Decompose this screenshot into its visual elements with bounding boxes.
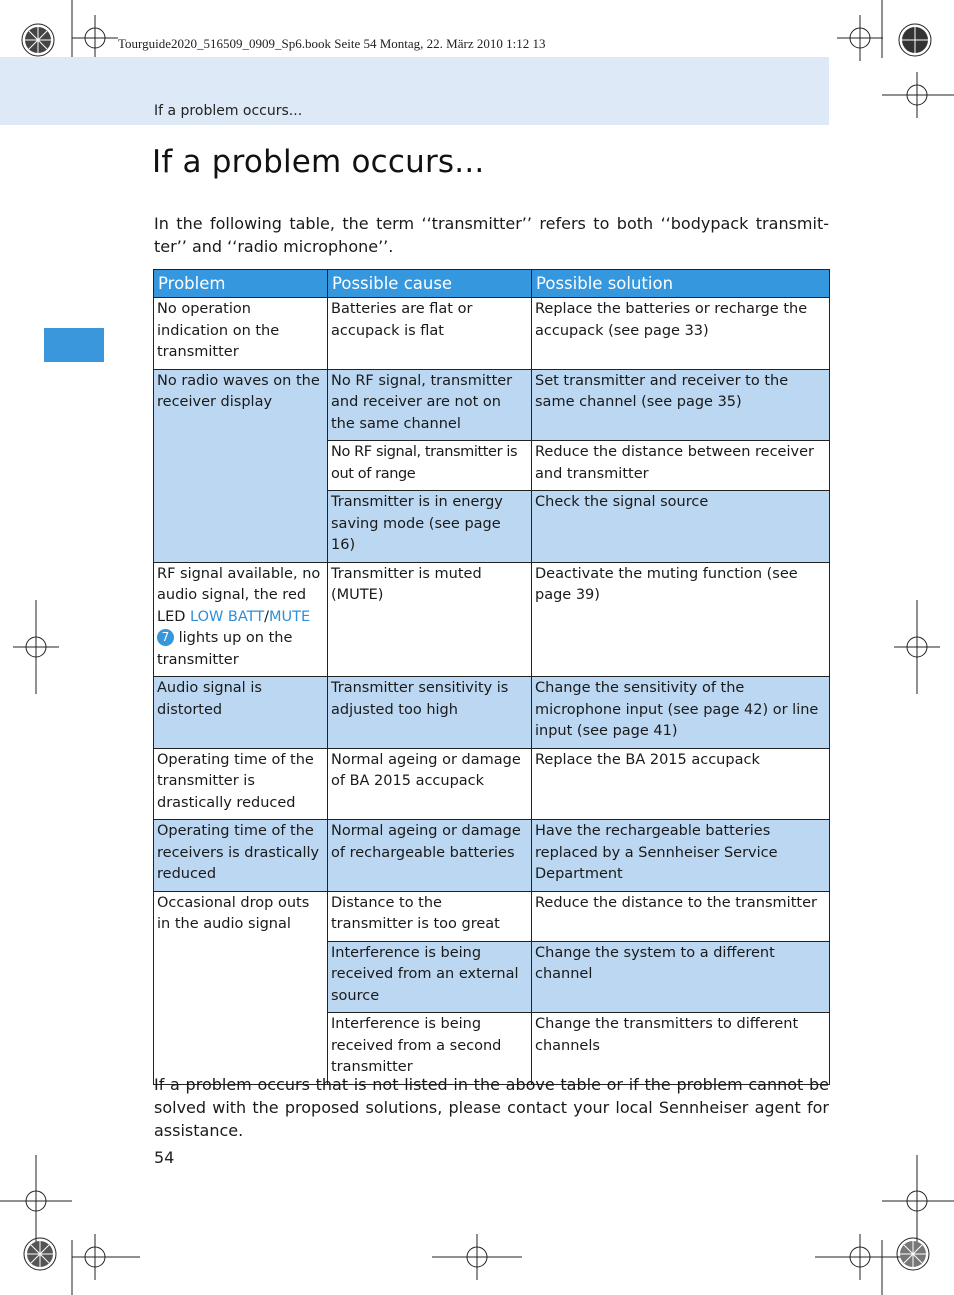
print-info: Tourguide2020_516509_0909_Sp6.book Seite 54 Montag, 22. März 2010 1:12 13	[118, 36, 546, 51]
table-row	[154, 820, 830, 892]
problem-cell: RF signal available, no audio signal, the red LED LOW BATT/MUTE 7 lights up on the transmitter	[154, 562, 328, 677]
solution-cell: Replace the batteries or recharge the accupack (see page 33)	[532, 298, 830, 370]
solution-cell: Have the rechargeable batteries replaced by a Sennheiser Service Department	[532, 820, 830, 892]
cause-cell: Normal ageing or damage of rechargeable batteries	[328, 820, 532, 892]
cause-cell: Normal ageing or damage of BA 2015 accupack	[328, 748, 532, 820]
header-solution: Possible solution	[532, 270, 830, 298]
intro-paragraph: In the following table, the term ‘‘transmitter’’ refers to both ‘‘bodypack transmit-ter’’ and ‘‘radio microphone’’.	[154, 214, 829, 256]
table-header-row	[154, 270, 830, 298]
cause-cell: Transmitter is muted (MUTE)	[328, 562, 532, 677]
item-number-badge: 7	[157, 629, 174, 646]
cause-cell: Batteries are flat or accupack is flat	[328, 298, 532, 370]
table-row	[154, 677, 830, 749]
problem-cell: Operating time of the transmitter is drastically reduced	[154, 748, 328, 820]
table-row	[154, 369, 830, 441]
problem-cell: No operation indication on the transmitter	[154, 298, 328, 370]
troubleshooting-table	[153, 269, 830, 1085]
header-cause: Possible cause	[328, 270, 532, 298]
cause-cell: Transmitter sensitivity is adjusted too high	[328, 677, 532, 749]
cause-cell: No RF signal, transmitter is out of range	[328, 441, 532, 491]
solution-cell: Change the system to a different channel	[532, 941, 830, 1013]
problem-cell: No radio waves on the receiver display	[154, 369, 328, 562]
solution-cell: Check the signal source	[532, 491, 830, 563]
solution-cell: Reduce the distance between receiver and transmitter	[532, 441, 830, 491]
solution-cell: Change the transmitters to different channels	[532, 1013, 830, 1085]
cause-cell: Interference is being received from a second transmitter	[328, 1013, 532, 1085]
cause-cell: Interference is being received from an external source	[328, 941, 532, 1013]
solution-cell: Change the sensitivity of the microphone input (see page 42) or line input (see page 41)	[532, 677, 830, 749]
led-low-batt-label: LOW BATT	[190, 608, 265, 625]
header-band	[0, 57, 829, 125]
running-head: If a problem occurs...	[154, 103, 303, 119]
outro-paragraph: If a problem occurs that is not listed in the above table or if the problem cannot be solved with the proposed solutions, please contact your local Sennheiser agent for assistance.	[154, 1075, 829, 1140]
cause-cell: Distance to the transmitter is too great	[328, 891, 532, 941]
problem-cell: Audio signal is distorted	[154, 677, 328, 749]
cause-cell: No RF signal, transmitter and receiver are not on the same channel	[328, 369, 532, 441]
table-row	[154, 748, 830, 820]
problem-cell: Operating time of the receivers is drastically reduced	[154, 820, 328, 892]
table-row	[154, 298, 830, 370]
solution-cell: Reduce the distance to the transmitter	[532, 891, 830, 941]
chapter-tab	[44, 328, 104, 362]
page-number: 54	[154, 1148, 175, 1167]
cause-cell: Transmitter is in energy saving mode (see page 16)	[328, 491, 532, 563]
table-row	[154, 562, 830, 677]
page-title: If a problem occurs...	[152, 144, 485, 180]
solution-cell: Set transmitter and receiver to the same channel (see page 35)	[532, 369, 830, 441]
problem-cell: Occasional drop outs in the audio signal	[154, 891, 328, 1084]
solution-cell: Replace the BA 2015 accupack	[532, 748, 830, 820]
solution-cell: Deactivate the muting function (see page 39)	[532, 562, 830, 677]
table-row	[154, 891, 830, 941]
led-mute-label: MUTE	[269, 608, 311, 625]
header-problem: Problem	[154, 270, 328, 298]
